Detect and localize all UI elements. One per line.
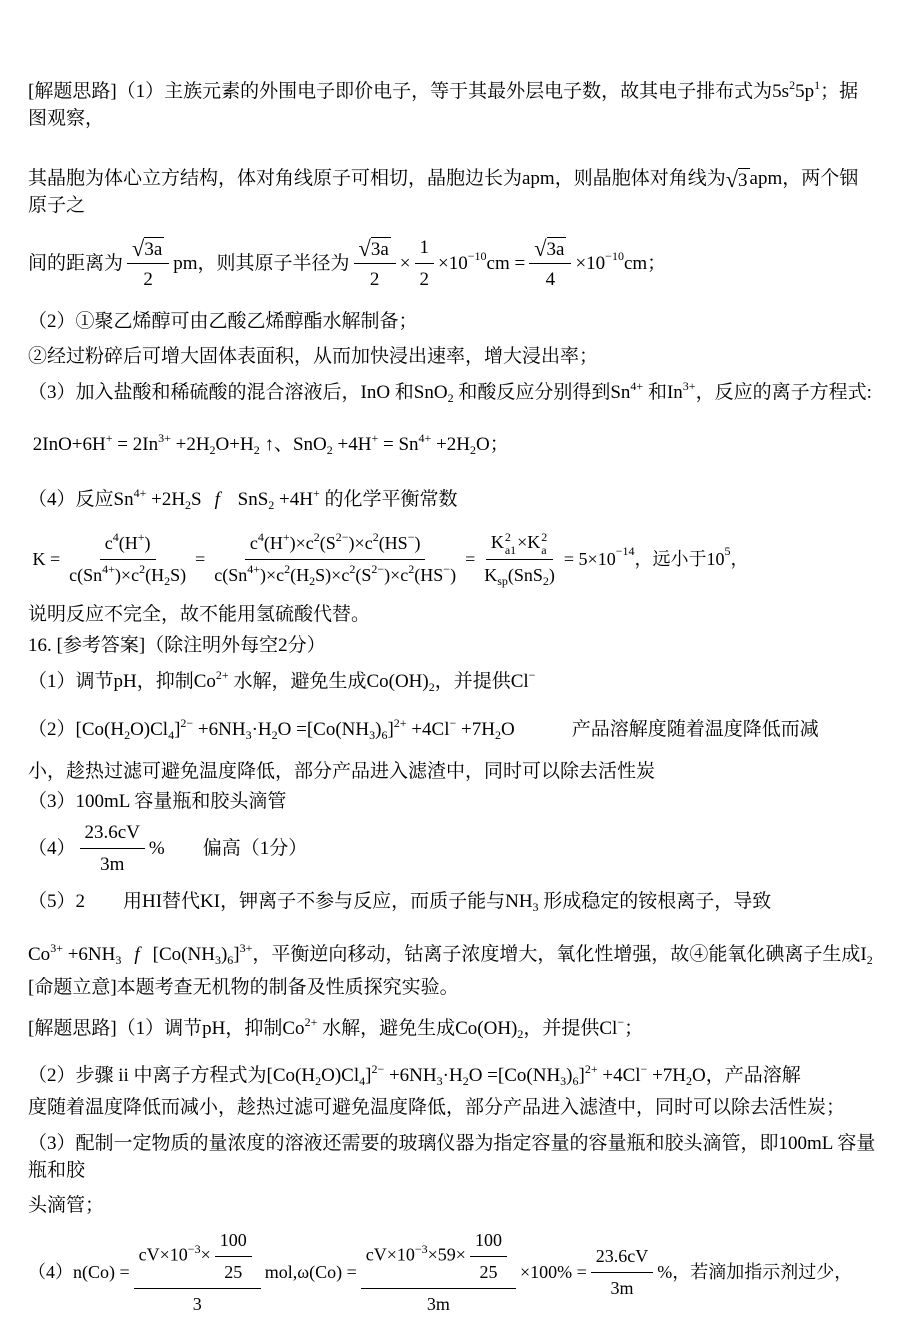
subscript: 2 (315, 1074, 322, 1089)
text-run: +6NH (62, 944, 116, 966)
text-run: % 偏高（1分） (148, 838, 308, 860)
subscript: 2 (494, 728, 501, 743)
text-run: 3m (426, 1294, 450, 1315)
text-run: ) (144, 532, 151, 553)
text-run: +6NH (193, 719, 246, 741)
text-run: = 2In (112, 434, 159, 455)
text-run: （4） (28, 838, 76, 860)
superscript: − (407, 529, 415, 544)
superscript: 2+ (584, 1062, 598, 1077)
superscript: −3 (414, 1241, 428, 1256)
text-run: 23.6cV (595, 1246, 649, 1267)
text-run: （1）调节pH，抑制Co (28, 671, 216, 693)
numerator (361, 1227, 516, 1289)
superscript: 3+ (50, 941, 63, 956)
text-run: 5p (795, 81, 815, 102)
line-23 (28, 1130, 876, 1184)
text-run: 和酸反应分别得到Sn (453, 382, 631, 403)
text-run: [解题思路]（1）调节pH，抑制Co (28, 1018, 305, 1040)
denominator (219, 1257, 247, 1286)
subscript: 2 (326, 443, 333, 457)
line-25 (28, 1227, 876, 1318)
text-run: 1 (419, 237, 430, 258)
numerator (529, 234, 571, 264)
text-run: +7H (647, 1065, 686, 1087)
text-run: c (249, 532, 258, 553)
subscript: 2 (209, 443, 216, 457)
subscript: 2 (866, 953, 873, 968)
denominator (188, 1289, 207, 1318)
superscript: 2− (335, 529, 349, 544)
equilibrium-f-symbol: f (134, 944, 140, 966)
superscript: 3+ (158, 431, 171, 445)
text-run: ； (624, 1018, 644, 1040)
text-run: ) (450, 564, 457, 585)
subscript: 2 (462, 1074, 469, 1089)
numerator (354, 234, 396, 264)
superscript: 4+ (102, 561, 115, 576)
numerator (591, 1243, 654, 1273)
superscript: 2 (284, 561, 291, 576)
superscript: 5 (724, 544, 731, 559)
text-run: cV×10 (138, 1244, 188, 1265)
subscript: 3 (245, 728, 252, 743)
text-run: (H (290, 564, 310, 585)
superscript: + (105, 431, 113, 445)
subscript: 3 (532, 900, 539, 915)
radicand: 3 (738, 169, 748, 191)
sup-sub-stack (505, 531, 516, 557)
text-run: SnS (232, 489, 269, 510)
text-run: (HS (414, 564, 444, 585)
radicand: 3a (370, 238, 389, 260)
line-15 (28, 788, 876, 815)
superscript: −10 (467, 248, 487, 263)
numerator (215, 1227, 252, 1257)
text-run: ) (566, 1065, 573, 1087)
text-run: ·H (442, 1065, 463, 1087)
line-07 (28, 431, 876, 458)
sqrt-radical (359, 237, 391, 261)
subscript: sp (497, 574, 508, 589)
superscript: 3+ (682, 379, 696, 393)
denominator (479, 560, 560, 589)
line-16 (28, 819, 876, 878)
numerator (470, 1227, 507, 1257)
equilibrium-f-symbol: f (214, 489, 220, 510)
subscript: 6 (381, 728, 388, 743)
fraction (127, 234, 169, 293)
text-run: (S (355, 564, 372, 585)
denominator (422, 1289, 455, 1318)
text-run: 小，趁热过滤可避免温度降低，部分产品进入滤渣中，同时可以除去活性炭 (28, 761, 656, 783)
text-run: c(Sn (214, 564, 248, 585)
text-run: (H (145, 564, 165, 585)
denominator (541, 264, 561, 293)
text-run: （3）100mL 容量瓶和胶头滴管 (28, 791, 287, 813)
text-run: = (195, 548, 206, 569)
text-run: ， (730, 548, 749, 569)
text-run: 头滴管； (28, 1195, 105, 1217)
fraction (215, 1227, 252, 1286)
fraction (80, 819, 145, 878)
subscript: 2 (470, 443, 476, 457)
subscript: 2 (253, 443, 260, 457)
text-run: O，产品溶解 (692, 1065, 801, 1087)
subscript: 3 (369, 728, 376, 743)
text-run: 25 (224, 1262, 243, 1283)
text-run: c(Sn (69, 564, 103, 585)
superscript: 1 (814, 78, 821, 92)
subscript: 2 (271, 728, 278, 743)
text-run: [Co(NH (152, 944, 215, 966)
subscript: 2 (268, 498, 275, 512)
superscript: 2 (408, 561, 415, 576)
text-run: +4H (274, 489, 313, 510)
superscript: − (528, 668, 536, 683)
sqrt-radical (132, 237, 164, 261)
line-14 (28, 758, 876, 785)
superscript: + (282, 529, 290, 544)
text-run: = Sn (378, 434, 419, 455)
text-run: 2 (143, 269, 153, 290)
fraction (479, 529, 560, 589)
numerator (80, 819, 145, 849)
superscript: 4 (112, 529, 119, 544)
superscript: 4+ (418, 431, 432, 445)
text-run: O =[Co(NH (468, 1065, 561, 1087)
text-run: cm； (623, 253, 667, 274)
line-02 (28, 165, 876, 219)
text-run: （3）配制一定物质的量浓度的溶液还需要的玻璃仪器为指定容量的容量瓶和胶头滴管，即100mL 容量瓶和胶 (28, 1133, 876, 1182)
text-run: +4H (332, 434, 372, 455)
text-run: ·H (251, 719, 272, 741)
subscript: 6 (572, 1074, 579, 1089)
text-run: ，并提供Cl (434, 671, 529, 693)
text-run: 水解，避免生成Co(OH) (317, 1018, 518, 1040)
text-run: (S (319, 532, 336, 553)
subscript: 3 (115, 953, 122, 968)
subscript: 2 (164, 573, 171, 588)
radical-sign: √ (725, 166, 739, 192)
text-run: +7H (456, 719, 495, 741)
subscript: 2 (309, 573, 316, 588)
line-04 (28, 308, 876, 335)
radicand: 3a (546, 238, 565, 260)
superscript: 2 (789, 78, 796, 92)
text-run: +2H (170, 434, 210, 455)
text-run: 3m (610, 1278, 634, 1299)
sup-sub-stack (541, 531, 547, 557)
fraction (354, 234, 396, 293)
text-run: O (500, 719, 515, 741)
stack-superscript: 2 (504, 529, 511, 544)
text-run: ×K (517, 532, 541, 552)
subscript: 2 (124, 728, 131, 743)
stack-subscript: a1 (504, 542, 517, 557)
text-run: %，若滴加指示剂过少， (657, 1262, 853, 1283)
text-run: ) (375, 719, 382, 741)
line-06 (28, 379, 876, 406)
line-13 (28, 716, 876, 743)
line-03 (28, 234, 876, 293)
subscript: 4 (168, 728, 175, 743)
subscript: 2 (428, 680, 435, 695)
text-run: ，反应的离子方程式: (695, 382, 872, 403)
text-run: S (191, 489, 202, 510)
text-run: )×c (114, 564, 140, 585)
text-run: cV×10 (365, 1244, 415, 1265)
text-run: O； (476, 434, 509, 455)
superscript: 2− (371, 1062, 385, 1077)
line-08 (28, 486, 876, 513)
text-run: +4Cl (597, 1065, 641, 1087)
superscript: + (137, 529, 145, 544)
radical-sign: √ (358, 235, 371, 261)
line-18 (28, 941, 876, 968)
numerator (134, 1227, 261, 1289)
subscript: 3 (560, 1074, 567, 1089)
superscript: 2+ (304, 1015, 318, 1030)
text-run: O+H (215, 434, 254, 455)
radical-sign: √ (132, 235, 145, 261)
stack-subscript: a (541, 542, 547, 557)
line-19 (28, 974, 876, 1001)
text-run: ×100% = (519, 1262, 587, 1283)
superscript: − (443, 561, 451, 576)
text-run: 4 (545, 269, 556, 290)
text-run: ×59× (427, 1244, 466, 1265)
text-run: pm，则其原子半径为 (173, 253, 350, 274)
line-11 (28, 632, 876, 659)
denominator (365, 264, 385, 293)
subscript: 4 (359, 1074, 366, 1089)
text-run: ↑、SnO (259, 434, 327, 455)
text-run: （3）加入盐酸和稀硫酸的混合溶液后，InO 和SnO (28, 382, 448, 403)
text-run: ，并提供Cl (523, 1018, 618, 1040)
subscript: 2 (517, 1027, 524, 1042)
stack-superscript: 2 (541, 529, 548, 544)
superscript: 4 (257, 529, 264, 544)
text-run: ；据图观察， (28, 81, 859, 129)
text-run: 间的距离为 (28, 253, 124, 274)
text-run: S) (170, 564, 187, 585)
denominator (64, 560, 191, 589)
superscript: 2+ (215, 668, 229, 683)
text-run: [解题思路]（1）主族元素的外围电子即价电子，等于其最外层电子数，故其电子排布式为5s (28, 81, 790, 102)
numerator (127, 234, 169, 264)
superscript: 4+ (630, 379, 644, 393)
fraction (209, 530, 461, 589)
superscript: 2− (371, 561, 385, 576)
numerator (415, 234, 435, 264)
numerator (486, 529, 553, 560)
subscript: 2 (542, 574, 549, 589)
text-run: +2H (146, 489, 186, 510)
denominator (209, 560, 461, 589)
radical-sign: √ (534, 235, 547, 261)
text-run: ，平衡逆向移动，钴离子浓度增大，氧化性增强，故④能氧化碘离子生成I (252, 944, 867, 966)
fraction (64, 530, 191, 589)
text-run: K (490, 532, 504, 552)
text-run: K = (28, 548, 61, 569)
line-09 (28, 529, 876, 589)
text-run: O =[Co(NH (277, 719, 370, 741)
subscript: 2 (686, 1074, 692, 1089)
line-22 (28, 1094, 876, 1121)
text-run: (H (118, 532, 138, 553)
text-run: )×c (289, 532, 314, 553)
superscript: 4+ (247, 561, 261, 576)
text-run: cm = (486, 253, 526, 274)
radicand: 3a (144, 238, 163, 260)
text-run: mol,ω(Co) = (264, 1262, 357, 1283)
text-run: )×c (348, 532, 373, 553)
text-run: ，远小于10 (634, 548, 725, 569)
text-run: apm，两个铟原子之 (28, 168, 859, 216)
text-run: ×10 (438, 253, 468, 274)
text-run: 度随着温度降低而减小，趁热过滤可避免温度降低，部分产品进入滤渣中，同时可以除去活性炭； (28, 1097, 846, 1119)
fraction (470, 1227, 507, 1286)
text-run: ×10 (575, 253, 606, 274)
text-run: 水解，避免生成Co(OH) (228, 671, 429, 693)
text-run: ) (414, 532, 421, 553)
superscript: + (371, 431, 379, 445)
numerator (245, 530, 426, 560)
text-run: ] (174, 719, 181, 741)
superscript: −10 (605, 248, 624, 263)
line-10 (28, 601, 876, 628)
subscript: 2 (185, 498, 192, 512)
text-run: 说明反应不完全，故不能用氢硫酸代替。 (28, 604, 371, 626)
text-run: 3 (192, 1294, 202, 1315)
text-run: O)Cl (130, 719, 169, 741)
text-run: +2H (431, 434, 470, 455)
text-run: ] (387, 719, 394, 741)
line-17 (28, 888, 876, 915)
superscript: − (640, 1062, 648, 1077)
text-run: （5）2 用HI替代KI，钾离子不参与反应，而质子能与NH (28, 891, 533, 913)
superscript: 2+ (393, 716, 407, 731)
text-run: ] (233, 944, 240, 966)
denominator (138, 264, 158, 293)
superscript: − (449, 716, 457, 731)
text-run: × (200, 1244, 211, 1265)
fraction (529, 234, 571, 293)
superscript: −3 (187, 1241, 201, 1256)
text-run: 100 (219, 1230, 247, 1251)
text-run: S)×c (315, 564, 350, 585)
text-run: ) (220, 944, 228, 966)
subscript: 2 (447, 391, 454, 405)
text-run: × (399, 253, 411, 274)
text-run: 16. [参考答案]（除注明外每空2分） (28, 635, 326, 657)
text-run: ②经过粉碎后可增大固体表面积，从而加快浸出速率，增大浸出率； (28, 346, 599, 367)
text-run: 形成稳定的铵根离子，导致 (538, 891, 772, 913)
text-run: 100 (474, 1230, 502, 1251)
text-run: （2）①聚乙烯醇可由乙酸乙烯醇酯水解制备； (28, 311, 418, 332)
text-run: （4）反应Sn (28, 489, 134, 510)
text-run: 3m (100, 854, 125, 876)
fraction (134, 1227, 261, 1318)
denominator (415, 264, 435, 293)
text-run: （4）n(Co) = (28, 1262, 130, 1283)
line-12 (28, 668, 876, 695)
superscript: 2 (139, 561, 146, 576)
text-run: +6NH (384, 1065, 437, 1087)
text-run: ] (365, 1065, 372, 1087)
text-run: +4Cl (406, 719, 450, 741)
text-run: （2）步骤 ii 中离子方程式为[Co(H (28, 1065, 316, 1087)
text-run: 其晶胞为体心立方结构，体对角线原子可相切，晶胞边长为apm，则晶胞体对角线为 (28, 168, 726, 189)
text-run: 2InO+6H (28, 434, 106, 455)
text-run: 25 (479, 1262, 498, 1283)
text-run: （2）[Co(H (28, 719, 125, 741)
text-run: 和In (643, 382, 683, 403)
subscript: 3 (214, 953, 221, 968)
text-run: )×c (260, 564, 285, 585)
line-01 (28, 78, 876, 132)
denominator (95, 849, 129, 878)
text-run: (H (263, 532, 283, 553)
line-05 (28, 343, 876, 370)
text-run: )×c (384, 564, 409, 585)
superscript: 2 (313, 529, 320, 544)
text-run: ] (578, 1065, 585, 1087)
superscript: − (617, 1015, 625, 1030)
text-run: O)Cl (321, 1065, 360, 1087)
text-run: = 5×10 (563, 548, 616, 569)
numerator (100, 530, 156, 560)
text-run: 23.6cV (84, 822, 140, 844)
text-run: 2 (369, 269, 380, 290)
fraction (415, 234, 435, 293)
superscript: −14 (615, 544, 635, 559)
text-run: = (465, 548, 476, 569)
text-run: (SnS (507, 565, 543, 586)
text-run: K (484, 565, 498, 586)
superscript: 4+ (133, 486, 147, 500)
denominator (606, 1273, 639, 1302)
text-run: [命题立意]本题考查无机物的制备及性质探究实验。 (28, 977, 459, 999)
superscript: 2− (180, 716, 194, 731)
superscript: + (312, 486, 320, 500)
superscript: 2 (372, 529, 379, 544)
subscript: 6 (227, 953, 234, 968)
denominator (474, 1257, 502, 1286)
text-run: Co (28, 944, 51, 966)
text-run: (HS (378, 532, 408, 553)
text-run: 2 (419, 269, 430, 290)
line-24 (28, 1192, 876, 1219)
superscript: 2 (349, 561, 356, 576)
text-run: 产品溶解度随着温度降低而减 (514, 719, 819, 741)
fraction (591, 1243, 654, 1302)
text-run: 的化学平衡常数 (319, 489, 458, 510)
subscript: 3 (436, 1074, 443, 1089)
sqrt-radical (726, 168, 750, 192)
line-20 (28, 1015, 876, 1042)
superscript: 3+ (239, 941, 253, 956)
text-run: c (104, 532, 113, 553)
text-run: ) (548, 565, 555, 586)
line-21 (28, 1062, 876, 1089)
fraction (361, 1227, 516, 1318)
sqrt-radical (534, 237, 566, 261)
